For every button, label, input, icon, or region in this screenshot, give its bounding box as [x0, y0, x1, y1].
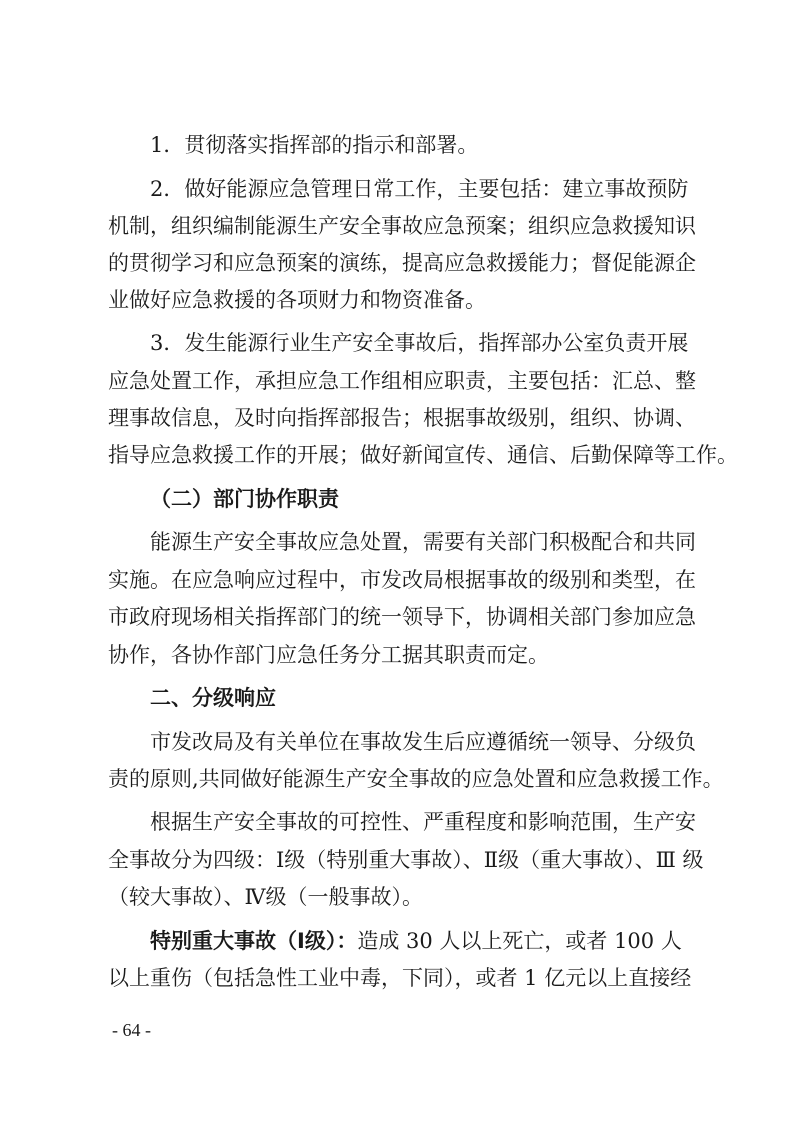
level1-text: 造成 30 人以上死亡，或者 100 人 — [357, 929, 682, 953]
level1-label: 特别重大事故（Ⅰ级）： — [150, 929, 358, 953]
list-item-2-line-3: 的贯彻学习和应急预案的演练，提高应急救援能力；督促能源企 — [108, 251, 696, 275]
paragraph-response-line-1: 市发改局及有关单位在事故发生后应遵循统一领导、分级负 — [150, 730, 696, 754]
paragraph-response-line-2: 责的原则,共同做好能源生产安全事故的应急处置和应急救援工作。 — [108, 767, 724, 791]
paragraph-coordination-line-1: 能源生产安全事故应急处置，需要有关部门积极配合和共同 — [150, 530, 696, 554]
paragraph-level1-line-2: 以上重伤（包括急性工业中毒，下同），或者 1 亿元以上直接经 — [108, 966, 692, 990]
list-item-3-line-1: 3．发生能源行业生产安全事故后，指挥部办公室负责开展 — [150, 331, 689, 355]
paragraph-levels-line-3: （较大事故）、Ⅳ级（一般事故）。 — [108, 885, 423, 909]
list-item-3-line-2: 应急处置工作，承担应急工作组相应职责，主要包括：汇总、整 — [108, 369, 696, 393]
list-item-2-line-4: 业做好应急救援的各项财力和物资准备。 — [108, 288, 486, 312]
list-item-3-line-4: 指导应急救援工作的开展；做好新闻宣传、通信、后勤保障等工作。 — [108, 443, 738, 467]
list-item-2-line-2: 机制，组织编制能源生产安全事故应急预案；组织应急救援知识 — [108, 214, 696, 238]
paragraph-coordination-line-3: 市政府现场相关指挥部门的统一领导下，协调相关部门参加应急 — [108, 605, 696, 629]
paragraph-coordination-line-2: 实施。在应急响应过程中，市发改局根据事故的级别和类型，在 — [108, 568, 696, 592]
section-heading-graded-response: 二、分级响应 — [150, 686, 276, 710]
paragraph-levels-line-2: 全事故分为四级：Ⅰ级（特别重大事故）、Ⅱ级（重大事故）、Ⅲ 级 — [108, 848, 704, 872]
list-item-3-line-3: 理事故信息，及时向指挥部报告；根据事故级别，组织、协调、 — [108, 406, 696, 430]
paragraph-levels-line-1: 根据生产安全事故的可控性、严重程度和影响范围，生产安 — [150, 810, 696, 834]
paragraph-level1-line-1 — [150, 928, 682, 954]
paragraph-coordination-line-4: 协作，各协作部门应急任务分工据其职责而定。 — [108, 643, 549, 667]
page-number: - 64 - — [112, 1020, 151, 1040]
section-heading-department-coordination: （二）部门协作职责 — [150, 487, 339, 511]
list-item-1: 1．贯彻落实指挥部的指示和部署。 — [150, 133, 479, 157]
list-item-2-line-1: 2．做好能源应急管理日常工作，主要包括：建立事故预防 — [150, 177, 689, 201]
